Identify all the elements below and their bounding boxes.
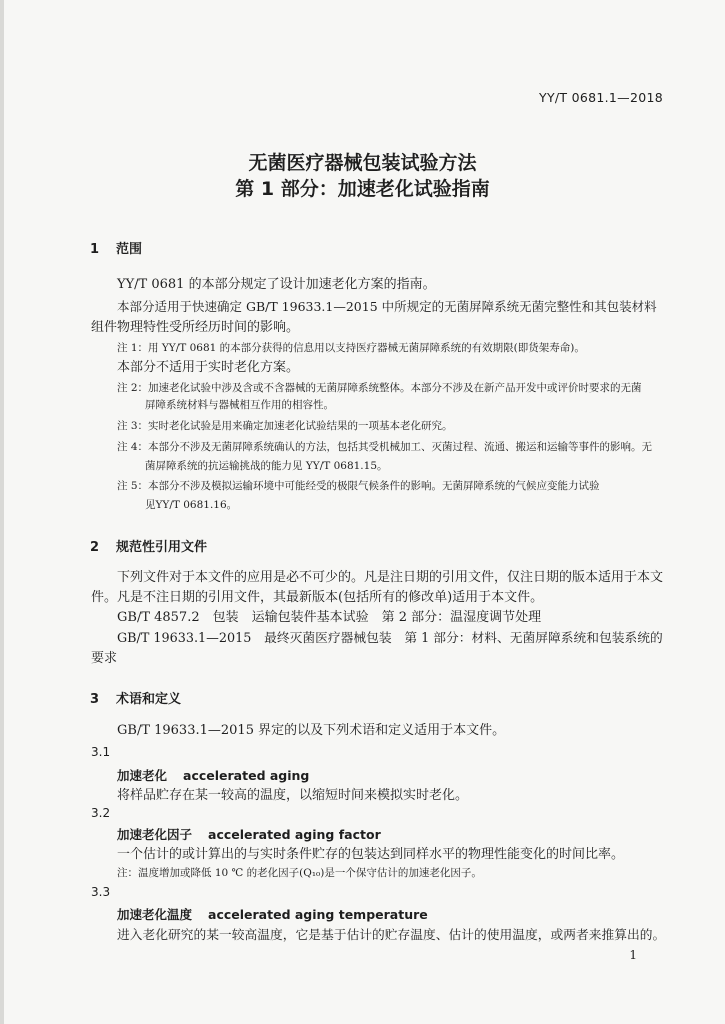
term-entry: [117, 905, 428, 923]
term-entry: [117, 825, 381, 843]
section-number: 3: [90, 692, 100, 707]
term-definition: 将样品贮存在某一较高的温度，以缩短时间来模拟实时老化。: [117, 788, 469, 803]
paragraph: 下列文件对于本文件的应用是必不可少的。凡是注日期的引用文件，仅注日期的版本适用于本文: [117, 570, 664, 585]
section-heading-terms-definitions: [90, 688, 181, 707]
reference-item-continuation: 要求: [91, 651, 118, 666]
section-title: 术语和定义: [116, 692, 182, 707]
note-continuation: 菌屏障系统的抗运输挑战的能力见 YY/T 0681.15。: [145, 460, 388, 472]
paragraph: 件。凡是不注日期的引用文件，其最新版本(包括所有的修改单)适用于本文件。: [91, 590, 544, 605]
reference-item: GB/T 19633.1—2015 最终灭菌医疗器械包装 第 1 部分：材料、无菌屏障系统和包装系统的: [117, 631, 663, 646]
note-continuation: 屏障系统材料与器械相互作用的相容性。: [145, 399, 334, 411]
term-chinese: 加速老化因子: [117, 827, 193, 842]
term-english: accelerated aging factor: [208, 827, 381, 842]
term-definition: 一个估计的或计算出的与实时条件贮存的包装达到同样水平的物理性能变化的时间比率。: [117, 847, 625, 862]
note-continuation: 见YY/T 0681.16。: [145, 499, 238, 511]
clause-number: 3.3: [91, 885, 111, 899]
clause-number: 3.1: [91, 745, 111, 759]
section-number: 1: [90, 242, 100, 257]
note: 注 1：用 YY/T 0681 的本部分获得的信息用以支持医疗器械无菌屏障系统的有效期限(即货架寿命)。: [117, 342, 585, 354]
term-chinese: 加速老化温度: [117, 907, 193, 922]
note: 注 3：实时老化试验是用来确定加速老化试验结果的一项基本老化研究。: [117, 420, 453, 432]
section-title: 规范性引用文件: [116, 540, 208, 555]
note: 注：温度增加或降低 10 ℃ 的老化因子(Q₁₀)是一个保守估计的加速老化因子。: [117, 867, 482, 879]
term-chinese: 加速老化: [117, 768, 168, 783]
paragraph: YY/T 0681 的本部分规定了设计加速老化方案的指南。: [117, 277, 436, 292]
term-english: accelerated aging: [183, 768, 310, 783]
note: 注 4：本部分不涉及无菌屏障系统确认的方法，包括其受机械加工、灭菌过程、流通、搬运和运输等事件的影响。无: [117, 441, 653, 453]
note: 注 5：本部分不涉及模拟运输环境中可能经受的极限气候条件的影响。无菌屏障系统的气候应变能力试验: [117, 480, 600, 492]
paragraph: 本部分不适用于实时老化方案。: [117, 360, 300, 375]
section-title: 范围: [116, 242, 143, 257]
paragraph: 组件物理特性受所经历时间的影响。: [91, 320, 300, 335]
term-definition: 进入老化研究的某一较高温度，它是基于估计的贮存温度、估计的使用温度，或两者来推算出的。: [117, 928, 666, 943]
paragraph: 本部分适用于快速确定 GB/T 19633.1—2015 中所规定的无菌屏障系统无菌完整性和其包装材料: [117, 299, 657, 314]
page-number: 1: [629, 948, 637, 962]
note: 注 2：加速老化试验中涉及含或不含器械的无菌屏障系统整体。本部分不涉及在新产品开发中或评价时要求的无菌: [117, 382, 642, 394]
section-number: 2: [90, 540, 100, 555]
paragraph: GB/T 19633.1—2015 界定的以及下列术语和定义适用于本文件。: [117, 723, 506, 738]
section-heading-normative-references: [90, 536, 207, 555]
document-title: 无菌医疗器械包装试验方法: [248, 152, 477, 174]
section-heading-scope: [90, 238, 142, 257]
term-english: accelerated aging temperature: [208, 907, 428, 922]
reference-item: GB/T 4857.2 包装 运输包装件基本试验 第 2 部分：温湿度调节处理: [117, 610, 542, 625]
standard-code: YY/T 0681.1—2018: [539, 90, 663, 105]
clause-number: 3.2: [91, 806, 111, 820]
term-entry: [117, 766, 309, 784]
document-subtitle: 第 1 部分：加速老化试验指南: [235, 178, 490, 200]
